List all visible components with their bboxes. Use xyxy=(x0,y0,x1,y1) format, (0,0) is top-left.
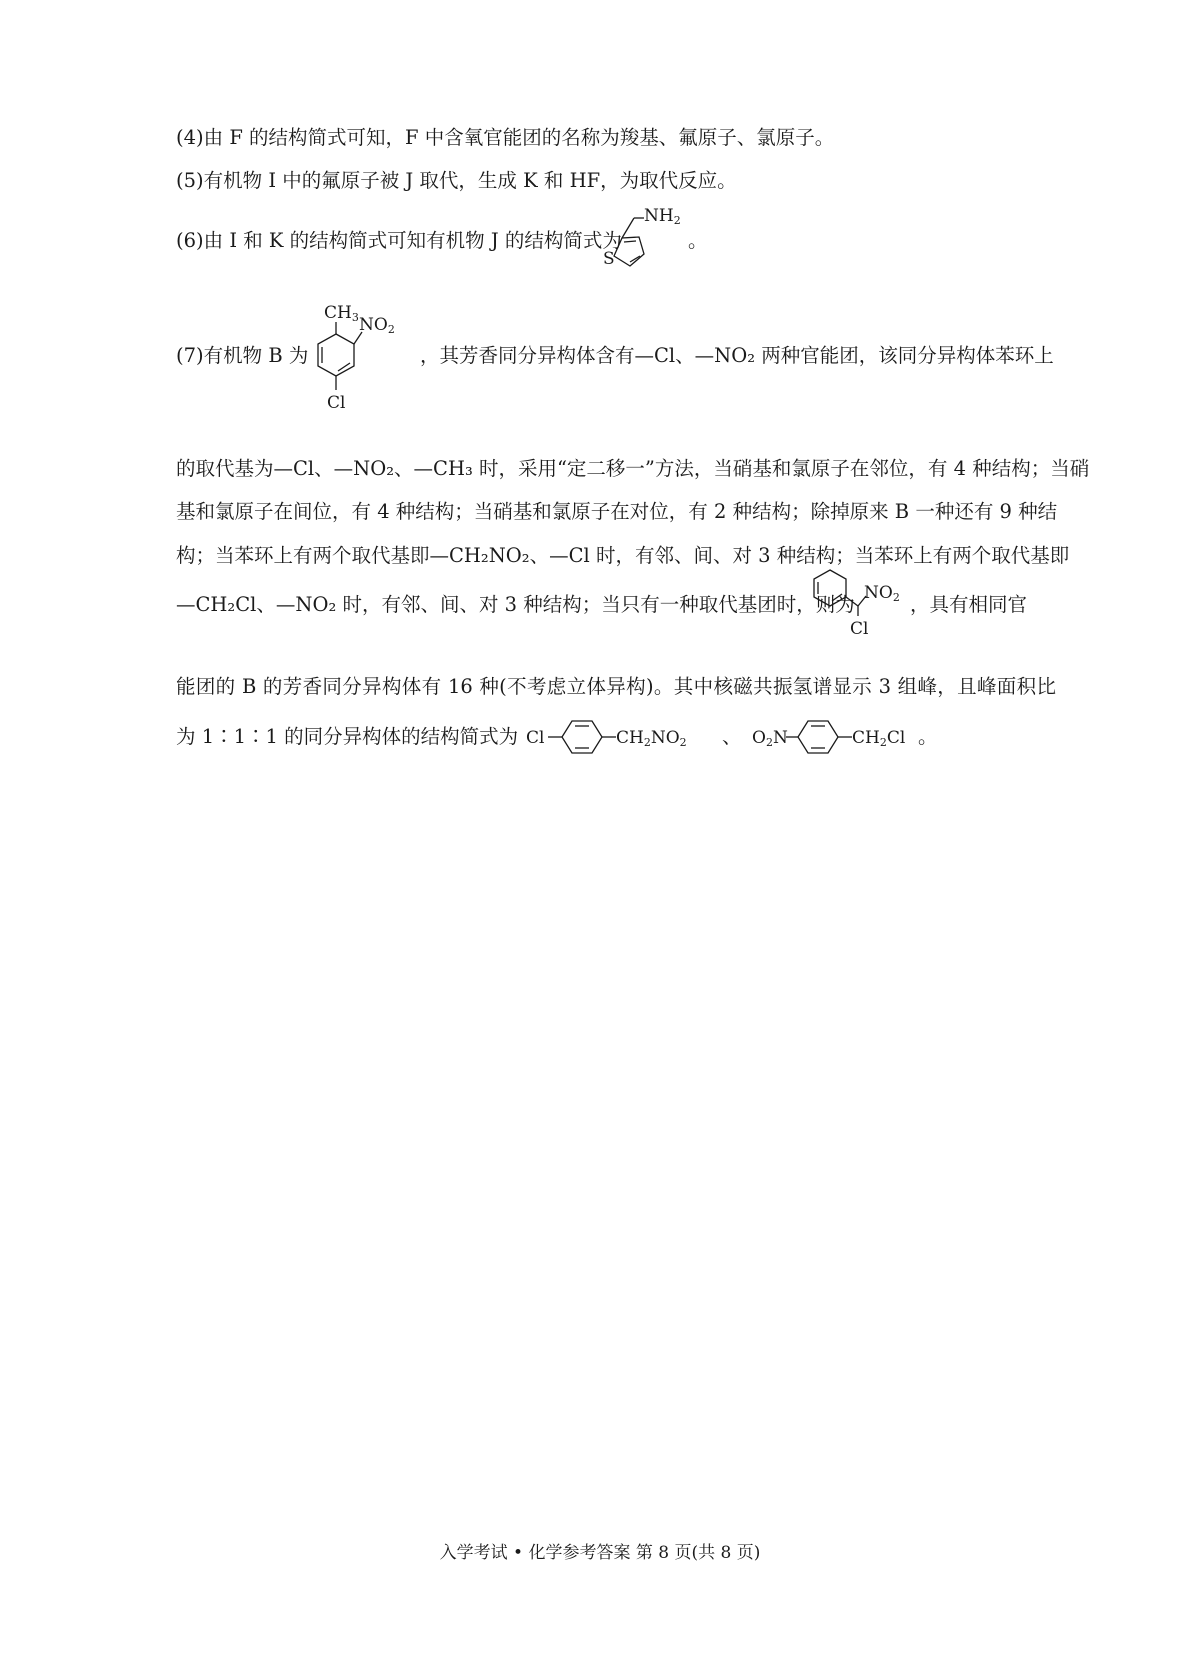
svg-text:O2N xyxy=(752,728,788,749)
benzene-ring xyxy=(814,570,846,606)
ch2-label: CH xyxy=(616,728,644,748)
answer-line-13-end: 。 xyxy=(918,725,938,748)
no2-subscript: 2 xyxy=(387,323,395,336)
svg-text:NO2 xyxy=(864,583,900,604)
answer-line-5: (5)有机物 I 中的氟原子被 J 取代，生成 K 和 HF，为取代反应。 xyxy=(176,169,737,192)
answer-line-9: 基和氯原子在间位，有 4 种结构；当硝基和氯原子在对位，有 2 种结构；除掉原来 B 一种还有 9 种结 xyxy=(176,500,1058,523)
answer-line-12: 能团的 B 的芳香同分异构体有 16 种(不考虑立体异构)。其中核磁共振氢谱显示 3 组峰，且峰面积比 xyxy=(176,675,1056,698)
benzene-ring xyxy=(318,334,354,376)
para-chloro-nitromethyl-structure xyxy=(526,714,716,758)
thiophene-methylamine-structure xyxy=(600,196,680,276)
no2-label: NO xyxy=(359,315,388,335)
no2-label: NO xyxy=(650,728,680,748)
answer-line-6-end: 。 xyxy=(688,229,708,252)
answer-line-8: 的取代基为—Cl、—NO₂、—CH₃ 时，采用“定二移一”方法，当硝基和氯原子在邻位，有 4 种结构；当硝 xyxy=(176,457,1090,480)
molecule-b-structure xyxy=(302,296,412,426)
answer-line-6 xyxy=(176,226,622,256)
cl-label: Cl xyxy=(327,393,346,413)
cl-label: Cl xyxy=(886,728,906,748)
ch2-label: CH xyxy=(852,728,880,748)
answer-line-11-start: —CH₂Cl、—NO₂ 时，有邻、间、对 3 种结构；当只有一种取代基团时，则为 xyxy=(176,593,855,616)
ch2-subscript: 2 xyxy=(879,736,887,749)
o2-subscript: 2 xyxy=(765,736,773,749)
cl-label: Cl xyxy=(526,728,545,748)
thiophene-double-bond xyxy=(624,241,636,242)
ch2-subscript: 2 xyxy=(643,736,651,749)
ch3-label: CH xyxy=(324,303,352,323)
answer-line-13-sep: 、 xyxy=(722,725,742,748)
para-nitro-chloromethyl-structure xyxy=(752,714,912,758)
answer-line-11-end: ，具有相同官 xyxy=(910,593,1028,616)
nh2-subscript: 2 xyxy=(673,214,681,227)
answer-line-7-start: (7)有机物 B 为 xyxy=(176,344,309,367)
page-footer: 入学考试 • 化学参考答案 第 8 页(共 8 页) xyxy=(439,1543,761,1563)
sulfur-label: S xyxy=(603,249,615,269)
cl-label: Cl xyxy=(850,619,869,639)
answer-line-4: (4)由 F 的结构简式可知，F 中含氧官能团的名称为羧基、氟原子、氯原子。 xyxy=(176,126,835,149)
benzyl-chloro-nitro-structure xyxy=(800,566,910,646)
no2-label: NO xyxy=(864,583,893,603)
ch2-bond xyxy=(622,218,634,238)
no2-subscript: 2 xyxy=(679,736,687,749)
svg-text:CH2NO2 xyxy=(616,728,687,749)
answer-line-10: 构；当苯环上有两个取代基即—CH₂NO₂、—Cl 时，有邻、间、对 3 种结构；当苯环上有两个取代基即 xyxy=(176,544,1070,567)
answer-line-6-text: (6)由 I 和 K 的结构简式可知有机物 J 的结构简式为 xyxy=(176,229,622,252)
o2-label: O xyxy=(752,728,766,748)
svg-text:CH2Cl xyxy=(852,728,905,749)
svg-text:NO2 xyxy=(359,315,395,336)
answer-line-13-start: 为 1∶1∶1 的同分异构体的结构简式为 xyxy=(176,725,519,748)
svg-text:NH2 xyxy=(644,206,681,227)
n-label: N xyxy=(772,728,788,748)
nh2-label: NH xyxy=(644,206,674,226)
svg-text:CH3 xyxy=(324,303,359,324)
ch-bond xyxy=(846,597,858,606)
ch3-subscript: 3 xyxy=(351,311,359,324)
answer-line-7-end: ，其芳香同分异构体含有—Cl、—NO₂ 两种官能团，该同分异构体苯环上 xyxy=(420,344,1054,367)
no2-subscript: 2 xyxy=(892,591,900,604)
